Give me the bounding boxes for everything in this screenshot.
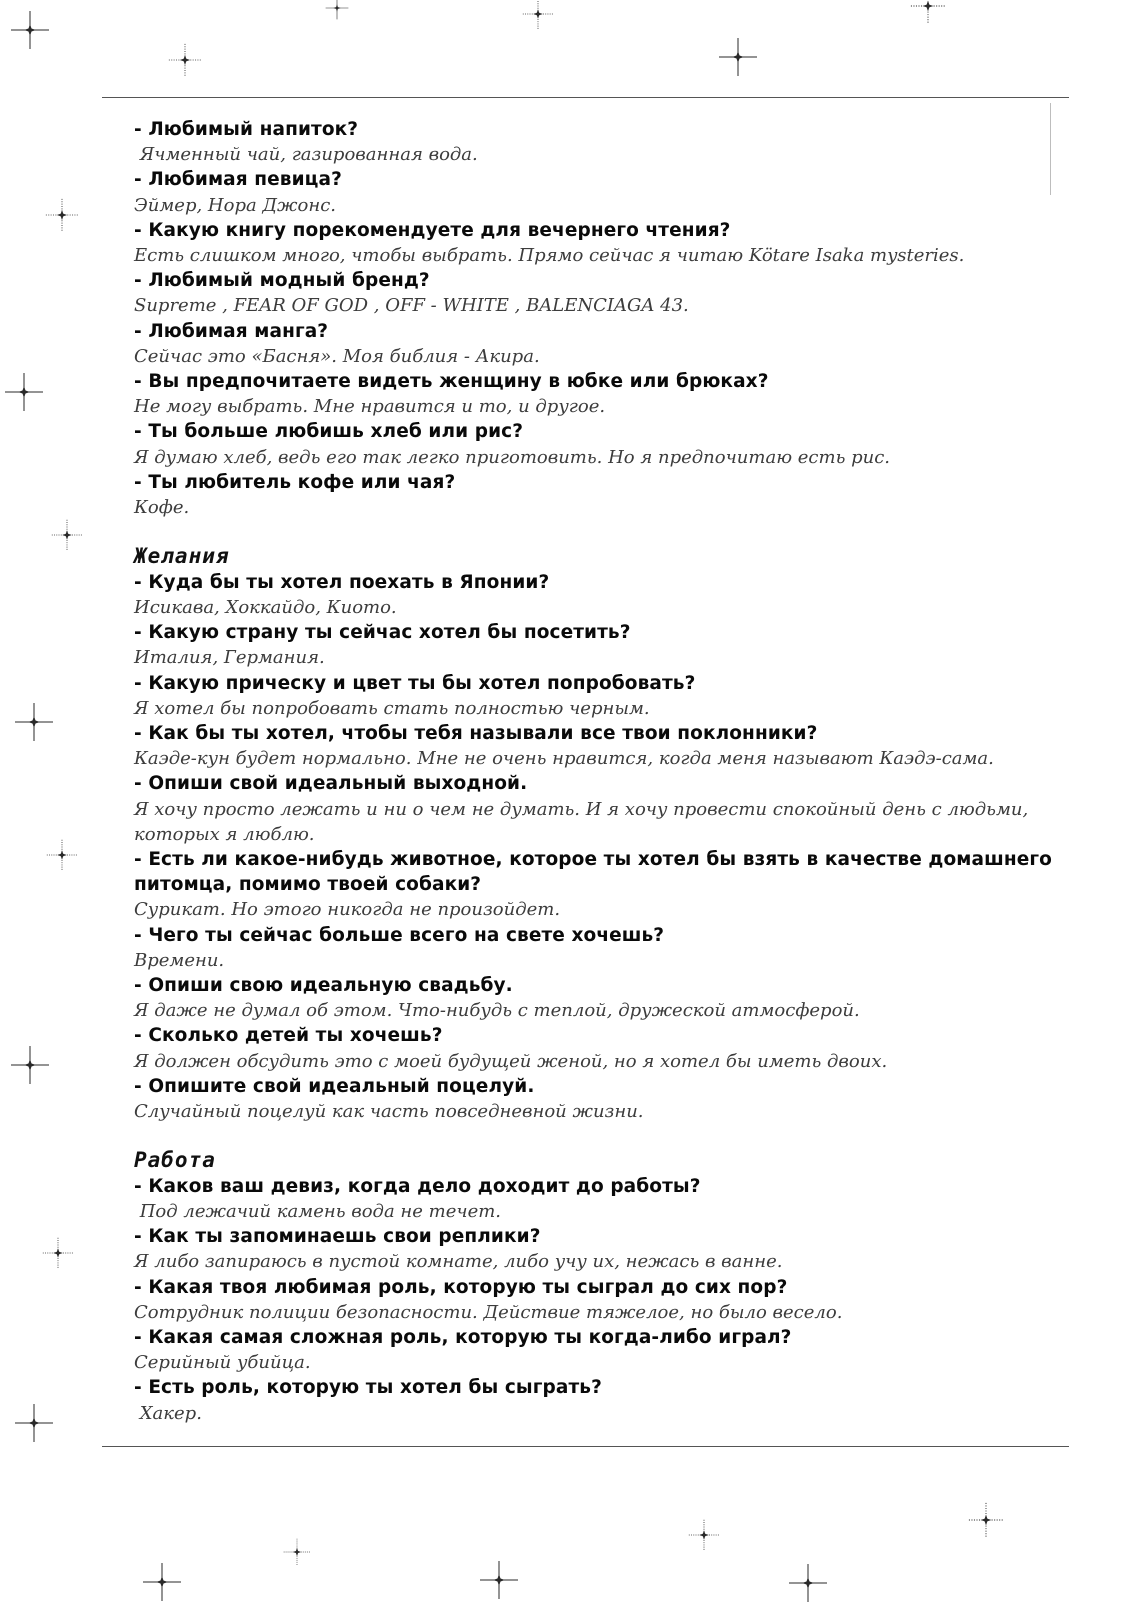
sparkle-cross-icon [718, 37, 758, 77]
question: - Опишите свой идеальный поцелуй. [134, 1075, 535, 1097]
question: - Есть ли какое-нибудь животное, которое ты хотел бы взять в качестве домашнего питомца, помимо твоей собаки? [134, 848, 1052, 896]
answer: Серийный убийца. [134, 1352, 311, 1374]
question: - Любимый модный бренд? [134, 270, 430, 292]
answer: Я даже не думал об этом. Что-нибудь с теплой, дружеской атмосферой. [134, 1000, 860, 1022]
sparkle-cross-icon [283, 1538, 311, 1566]
answer: Исикава, Хоккайдо, Киото. [134, 596, 397, 618]
sparkle-cross-icon [42, 1237, 74, 1269]
question: - Сколько детей ты хочешь? [134, 1025, 443, 1047]
answer: Эймер, Нора Джонс. [134, 194, 337, 216]
answer: Я думаю хлеб, ведь его так легко приготовить. Но я предпочитаю есть рис. [134, 446, 891, 468]
question: - Ты больше любишь хлеб или рис? [134, 421, 524, 443]
question: - Какая твоя любимая роль, которую ты сыграл до сих пор? [134, 1276, 788, 1298]
question: - Есть роль, которую ты хотел бы сыграть? [134, 1377, 602, 1399]
question: - Как бы ты хотел, чтобы тебя называли все твои поклонники? [134, 722, 818, 744]
question: - Любимая манга? [134, 320, 329, 342]
question: - Как ты запоминаешь свои реплики? [134, 1226, 541, 1248]
sparkle-cross-icon [142, 1562, 182, 1602]
question: - Куда бы ты хотел поехать в Японии? [134, 571, 550, 593]
sparkle-cross-icon [688, 1519, 720, 1551]
question: - Каков ваш девиз, когда дело доходит до работы? [134, 1175, 701, 1197]
sparkle-cross-icon [522, 0, 554, 30]
answer: Сейчас это «Басня». Моя библия - Акира. [134, 345, 540, 367]
answer: Италия, Германия. [134, 647, 325, 669]
sparkle-cross-icon [168, 43, 202, 77]
answer: Хакер. [134, 1402, 202, 1424]
answer: Я либо запираюсь в пустой комнате, либо учу их, нежась в ванне. [134, 1251, 783, 1273]
answer: Случайный поцелуй как часть повседневной жизни. [134, 1101, 644, 1123]
sparkle-cross-icon [325, 0, 349, 20]
question: - Любимая певица? [134, 169, 342, 191]
section-title-work: Работа [134, 1148, 216, 1173]
sparkle-cross-icon [4, 372, 44, 412]
answer: Сотрудник полиции безопасности. Действие тяжелое, но было весело. [134, 1301, 843, 1323]
sparkle-cross-icon [10, 10, 50, 50]
answer: Я должен обсудить это с моей будущей женой, но я хотел бы иметь двоих. [134, 1050, 888, 1072]
sparkle-cross-icon [14, 702, 54, 742]
sparkle-cross-icon [788, 1563, 828, 1603]
question: - Опиши свою идеальную свадьбу. [134, 975, 513, 996]
answer: Supreme , FEAR OF GOD , OFF - WHITE , BALENCIAGA 43. [134, 295, 689, 317]
answer: Я хотел бы попробовать стать полностью черным. [134, 697, 650, 719]
favorites-section [134, 117, 1074, 520]
answer: Я хочу просто лежать и ни о чем не думать. И я хочу провести спокойный день с людьми, которых я люблю. [134, 798, 1034, 845]
question: - Какая самая сложная роль, которую ты когда-либо играл? [134, 1326, 792, 1348]
bottom-divider [102, 1446, 1069, 1447]
work-section [134, 1148, 1074, 1426]
sparkle-cross-icon [910, 0, 946, 24]
section-title-wishes: Желания [134, 544, 230, 569]
interview-document [134, 117, 1074, 1426]
question: - Ты любитель кофе или чая? [134, 471, 456, 493]
sparkle-cross-icon [45, 198, 79, 232]
sparkle-cross-icon [46, 839, 78, 871]
question: - Вы предпочитаете видеть женщину в юбке или брюках? [134, 371, 769, 393]
answer: Сурикат. Но этого никогда не произойдет. [134, 899, 561, 921]
question: - Чего ты сейчас больше всего на свете хочешь? [134, 924, 665, 946]
question: - Какую прическу и цвет ты бы хотел попробовать? [134, 672, 696, 694]
sparkle-cross-icon [10, 1045, 50, 1085]
question: - Какую книгу порекомендуете для вечернего чтения? [134, 219, 731, 241]
sparkle-cross-icon [51, 519, 83, 551]
top-divider [102, 97, 1069, 98]
answer: Кофе. [134, 497, 190, 519]
answer: Времени. [134, 949, 225, 971]
answer: Ячменный чай, газированная вода. [134, 144, 478, 166]
answer: Под лежачий камень вода не течет. [134, 1200, 502, 1222]
sparkle-cross-icon [479, 1560, 519, 1600]
question: - Опиши свой идеальный выходной. [134, 773, 528, 795]
answer: Есть слишком много, чтобы выбрать. Прямо сейчас я читаю Kötare Isaka mysteries. [134, 245, 965, 267]
answer: Не могу выбрать. Мне нравится и то, и другое. [134, 396, 606, 418]
wishes-section [134, 544, 1074, 1124]
question: - Какую страну ты сейчас хотел бы посетить? [134, 622, 631, 644]
sparkle-cross-icon [968, 1502, 1004, 1538]
question: - Любимый напиток? [134, 119, 359, 140]
sparkle-cross-icon [14, 1403, 54, 1443]
answer: Каэде-кун будет нормально. Мне не очень нравится, когда меня называют Каэдэ-сама. [134, 748, 994, 770]
